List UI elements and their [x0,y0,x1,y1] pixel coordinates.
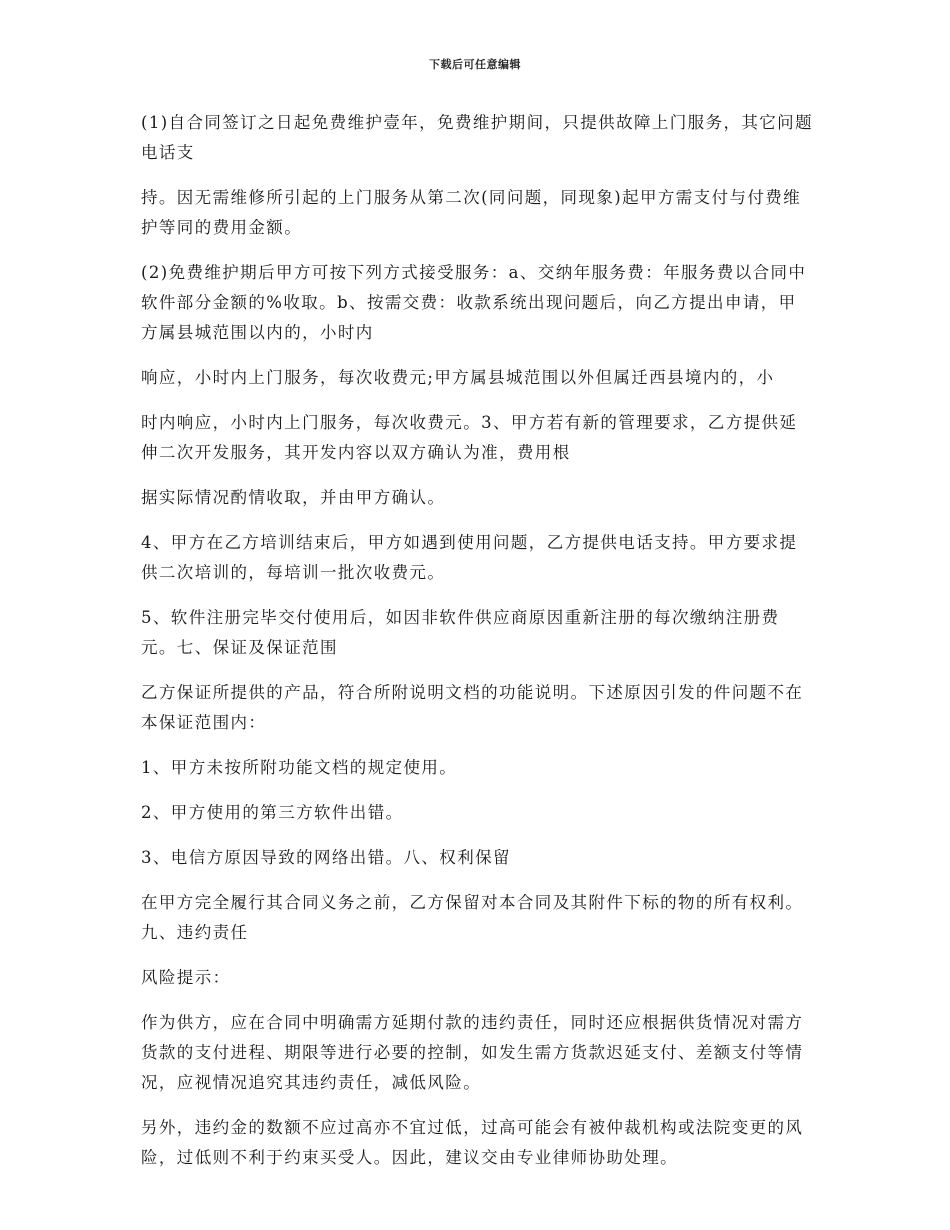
paragraph-13: 在甲方完全履行其合同义务之前，乙方保留对本合同及其附件下标的物的所有权利。九、违约责任 [141,893,804,942]
paragraph-1: (1)自合同签订之日起免费维护壹年，免费维护期间，只提供故障上门服务，其它问题电话支 [141,113,813,162]
page-header: 下载后可任意编辑 [429,58,521,71]
paragraph-11: 2、甲方使用的第三方软件出错。 [141,803,404,822]
paragraph-3: (2)免费维护期后甲方可按下列方式接受服务：a、交纳年服务费：年服务费以合同中软件部分金额的%收取。b、按需交费：收款系统出现问题后，向乙方提出申请，甲方属县城范围以内的，小时内 [141,263,807,342]
paragraph-6: 据实际情况酌情收取，并由甲方确认。 [141,488,446,507]
paragraph-10: 1、甲方未按所附功能文档的规定使用。 [141,758,458,777]
paragraph-4: 响应，小时内上门服务，每次收费元;甲方属县城范围以外但属迁西县境内的，小 [141,368,775,387]
paragraph-14: 风险提示： [141,968,231,987]
paragraph-8: 5、软件注册完毕交付使用后，如因非软件供应商原因重新注册的每次缴纳注册费元。七、保证及保证范围 [141,608,780,657]
document-body [141,108,813,1188]
paragraph-15: 作为供方，应在合同中明确需方延期付款的违约责任，同时还应根据供货情况对需方货款的支付进程、期限等进行必要的控制，如发生需方货款迟延支付、差额支付等情况，应视情况追究其违约责任，减低风险。 [141,1013,804,1092]
paragraph-16: 另外，违约金的数额不应过高亦不宜过低，过高可能会有被仲裁机构或法院变更的风险，过低则不利于约束买受人。因此，建议交由专业律师协助处理。 [141,1118,804,1167]
paragraph-5: 时内响应，小时内上门服务，每次收费元。3、甲方若有新的管理要求，乙方提供延伸二次开发服务，其开发内容以双方确认为准，费用根 [141,413,798,462]
paragraph-7: 4、甲方在乙方培训结束后，甲方如遇到使用问题，乙方提供电话支持。甲方要求提供二次培训的，每培训一批次收费元。 [141,533,798,582]
paragraph-9: 乙方保证所提供的产品，符合所附说明文档的功能说明。下述原因引发的件问题不在本保证范围内： [141,683,804,732]
paragraph-12: 3、电信方原因导致的网络出错。八、权利保留 [141,848,511,867]
paragraph-2: 持。因无需维修所引起的上门服务从第二次(同问题，同现象)起甲方需支付与付费维护等同的费用金额。 [141,188,802,237]
